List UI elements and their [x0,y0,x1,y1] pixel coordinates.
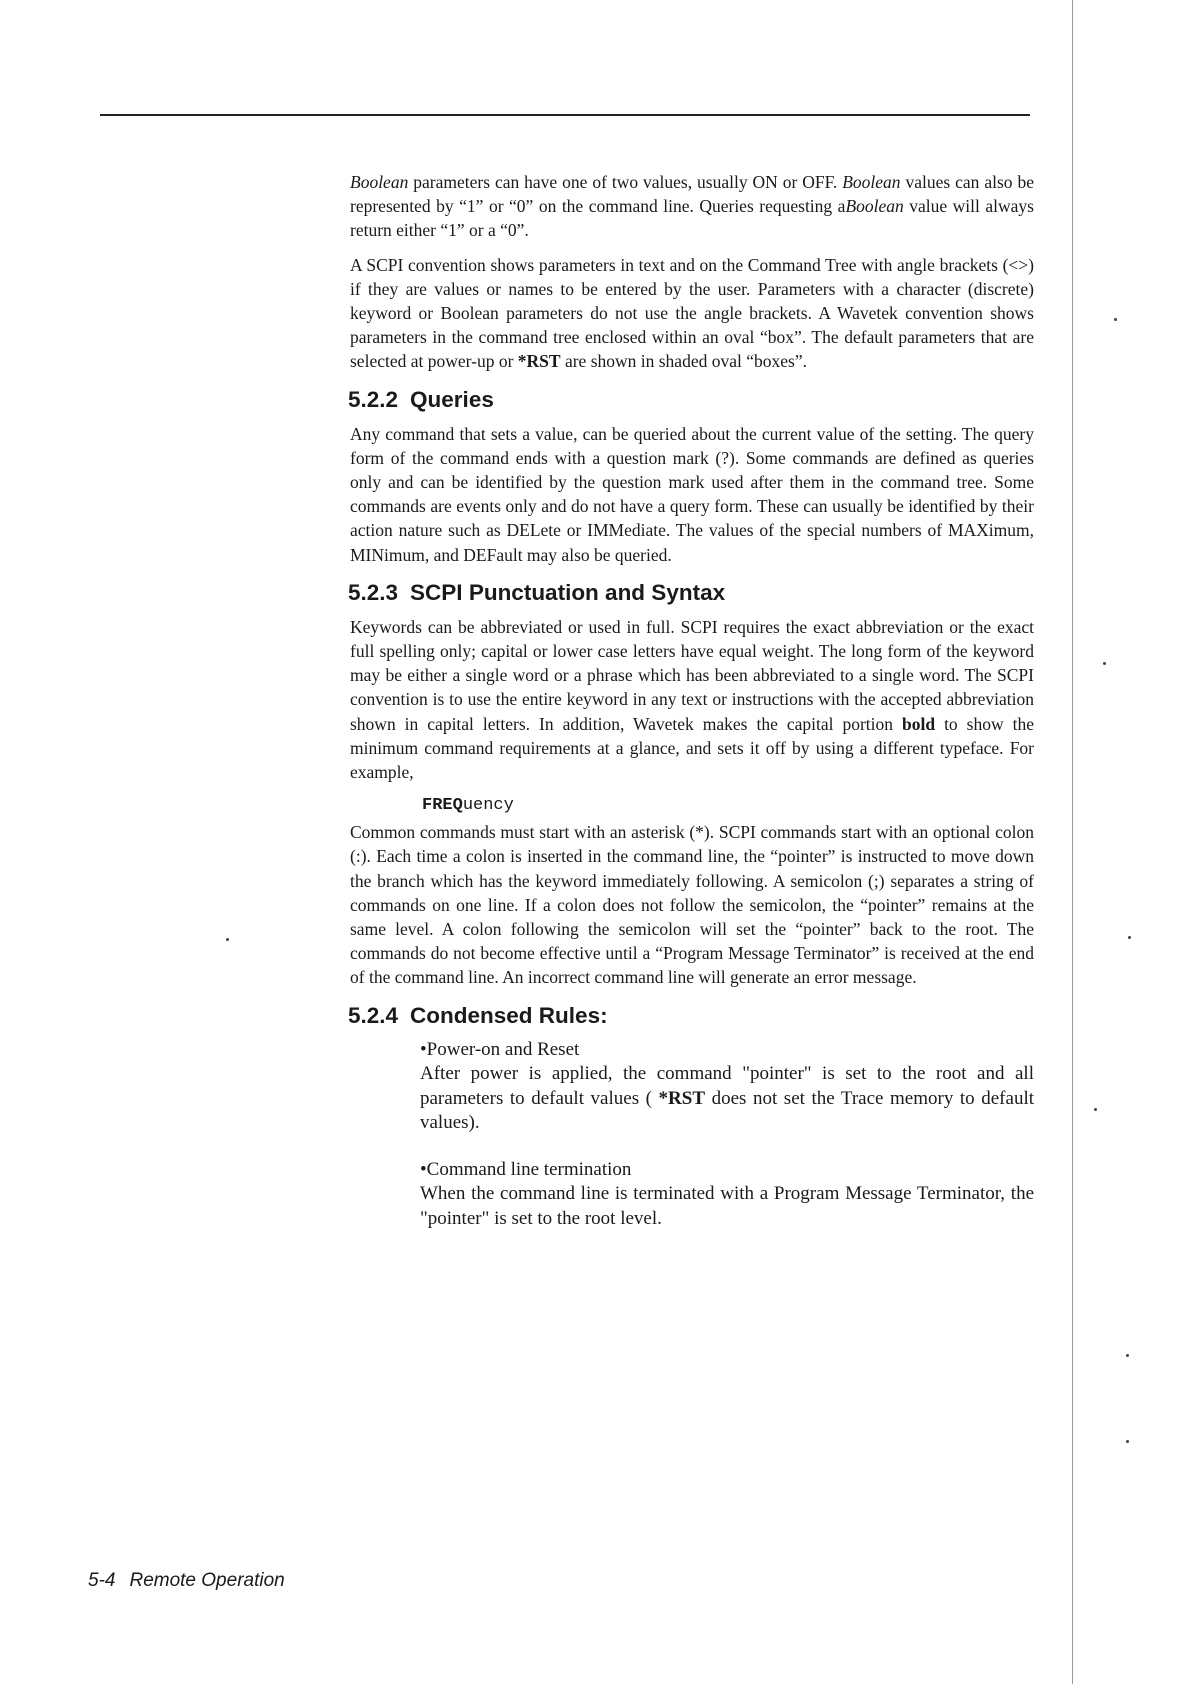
header-rule [100,114,1030,116]
rule-line-termination: •Command line termination When the command line is terminated with a Program Message Terminator, the "pointer" is set to the root level. [420,1158,1034,1229]
common-commands-paragraph: Common commands must start with an asterisk (*). SCPI commands start with an optional colon (:). Each time a colon is inserted in the command line, the “pointer” is instructed to move down the branch which has the keyword immediately following. A semicolon (;) separates a string of commands on one line. If a colon does not follow the semicolon, the “pointer” remains at the same level. A colon following the semicolon will set the “pointer” back to the root. The commands do not become effective until a “Program Message Terminator” is received at the end of the command line. An incorrect command line will generate an error message. [350,822,1034,988]
scan-speck [1128,936,1131,939]
scan-speck [226,938,229,941]
section-heading-rules: 5.2.4 Condensed Rules: [348,1002,608,1028]
convention-paragraph: A SCPI convention shows parameters in text and on the Command Tree with angle brackets (<>) if they are values or names to be entered by the user. Parameters with a character (discrete) keyword or Boolean parameters do not use the angle brackets. A Wavetek convention shows parameters in the command tree enclosed within an oval “box”. The default parameters that are selected at power-up or *RST are shown in shaded oval “boxes”. [350,254,1034,372]
chapter-title: Remote Operation [129,1570,285,1591]
page-footer [88,1570,285,1592]
scan-speck [1103,662,1106,665]
scan-speck [1126,1440,1129,1443]
keyword-example: FREQuency [422,796,514,816]
scan-speck [1114,318,1117,321]
section-heading-punctuation: 5.2.3 SCPI Punctuation and Syntax [348,579,726,605]
keywords-paragraph: Keywords can be abbreviated or used in full. SCPI requires the exact abbreviation or the exact full spelling only; capital or lower case letters have equal weight. The long form of the keyword may be either a single word or a phrase which has been abbreviated to a single word. The SCPI convention is to use the entire keyword in any text or instructions with the accepted abbreviation shown in capital letters. In addition, Wavetek makes the capital portion bold to show the minimum command requirements at a glance, and sets it off by using a different typeface. For example, [350,616,1034,783]
rules-list [420,1038,1034,1232]
boolean-paragraph: Boolean parameters can have one of two values, usually ON or OFF. Boolean values can also be represented by “1” or “0” on the command line. Queries requesting aBoolean value will always return either “1” or a “0”. [350,172,1034,241]
main-content [350,170,1034,1253]
scan-speck [1126,1354,1129,1357]
queries-paragraph: Any command that sets a value, can be queried about the current value of the setting. The query form of the command ends with a question mark (?). Some commands are defined as queries only and can be identified by the question mark used after them in the command tree. Some commands are events only and do not have a query form. These can usually be identified by their action nature such as DELete or IMMediate. The values of the special numbers of MAXimum, MINimum, and DEFault may also be queried. [350,423,1034,565]
page-number: 5-4 [88,1570,116,1591]
scan-edge-line [1072,0,1073,1684]
rule-power-on: •Power-on and Reset After power is applied, the command "pointer" is set to the root and all parameters to default values ( *RST does not set the Trace memory to default values). [420,1038,1034,1134]
section-heading-queries: 5.2.2 Queries [348,386,494,412]
scan-speck [1094,1108,1097,1111]
